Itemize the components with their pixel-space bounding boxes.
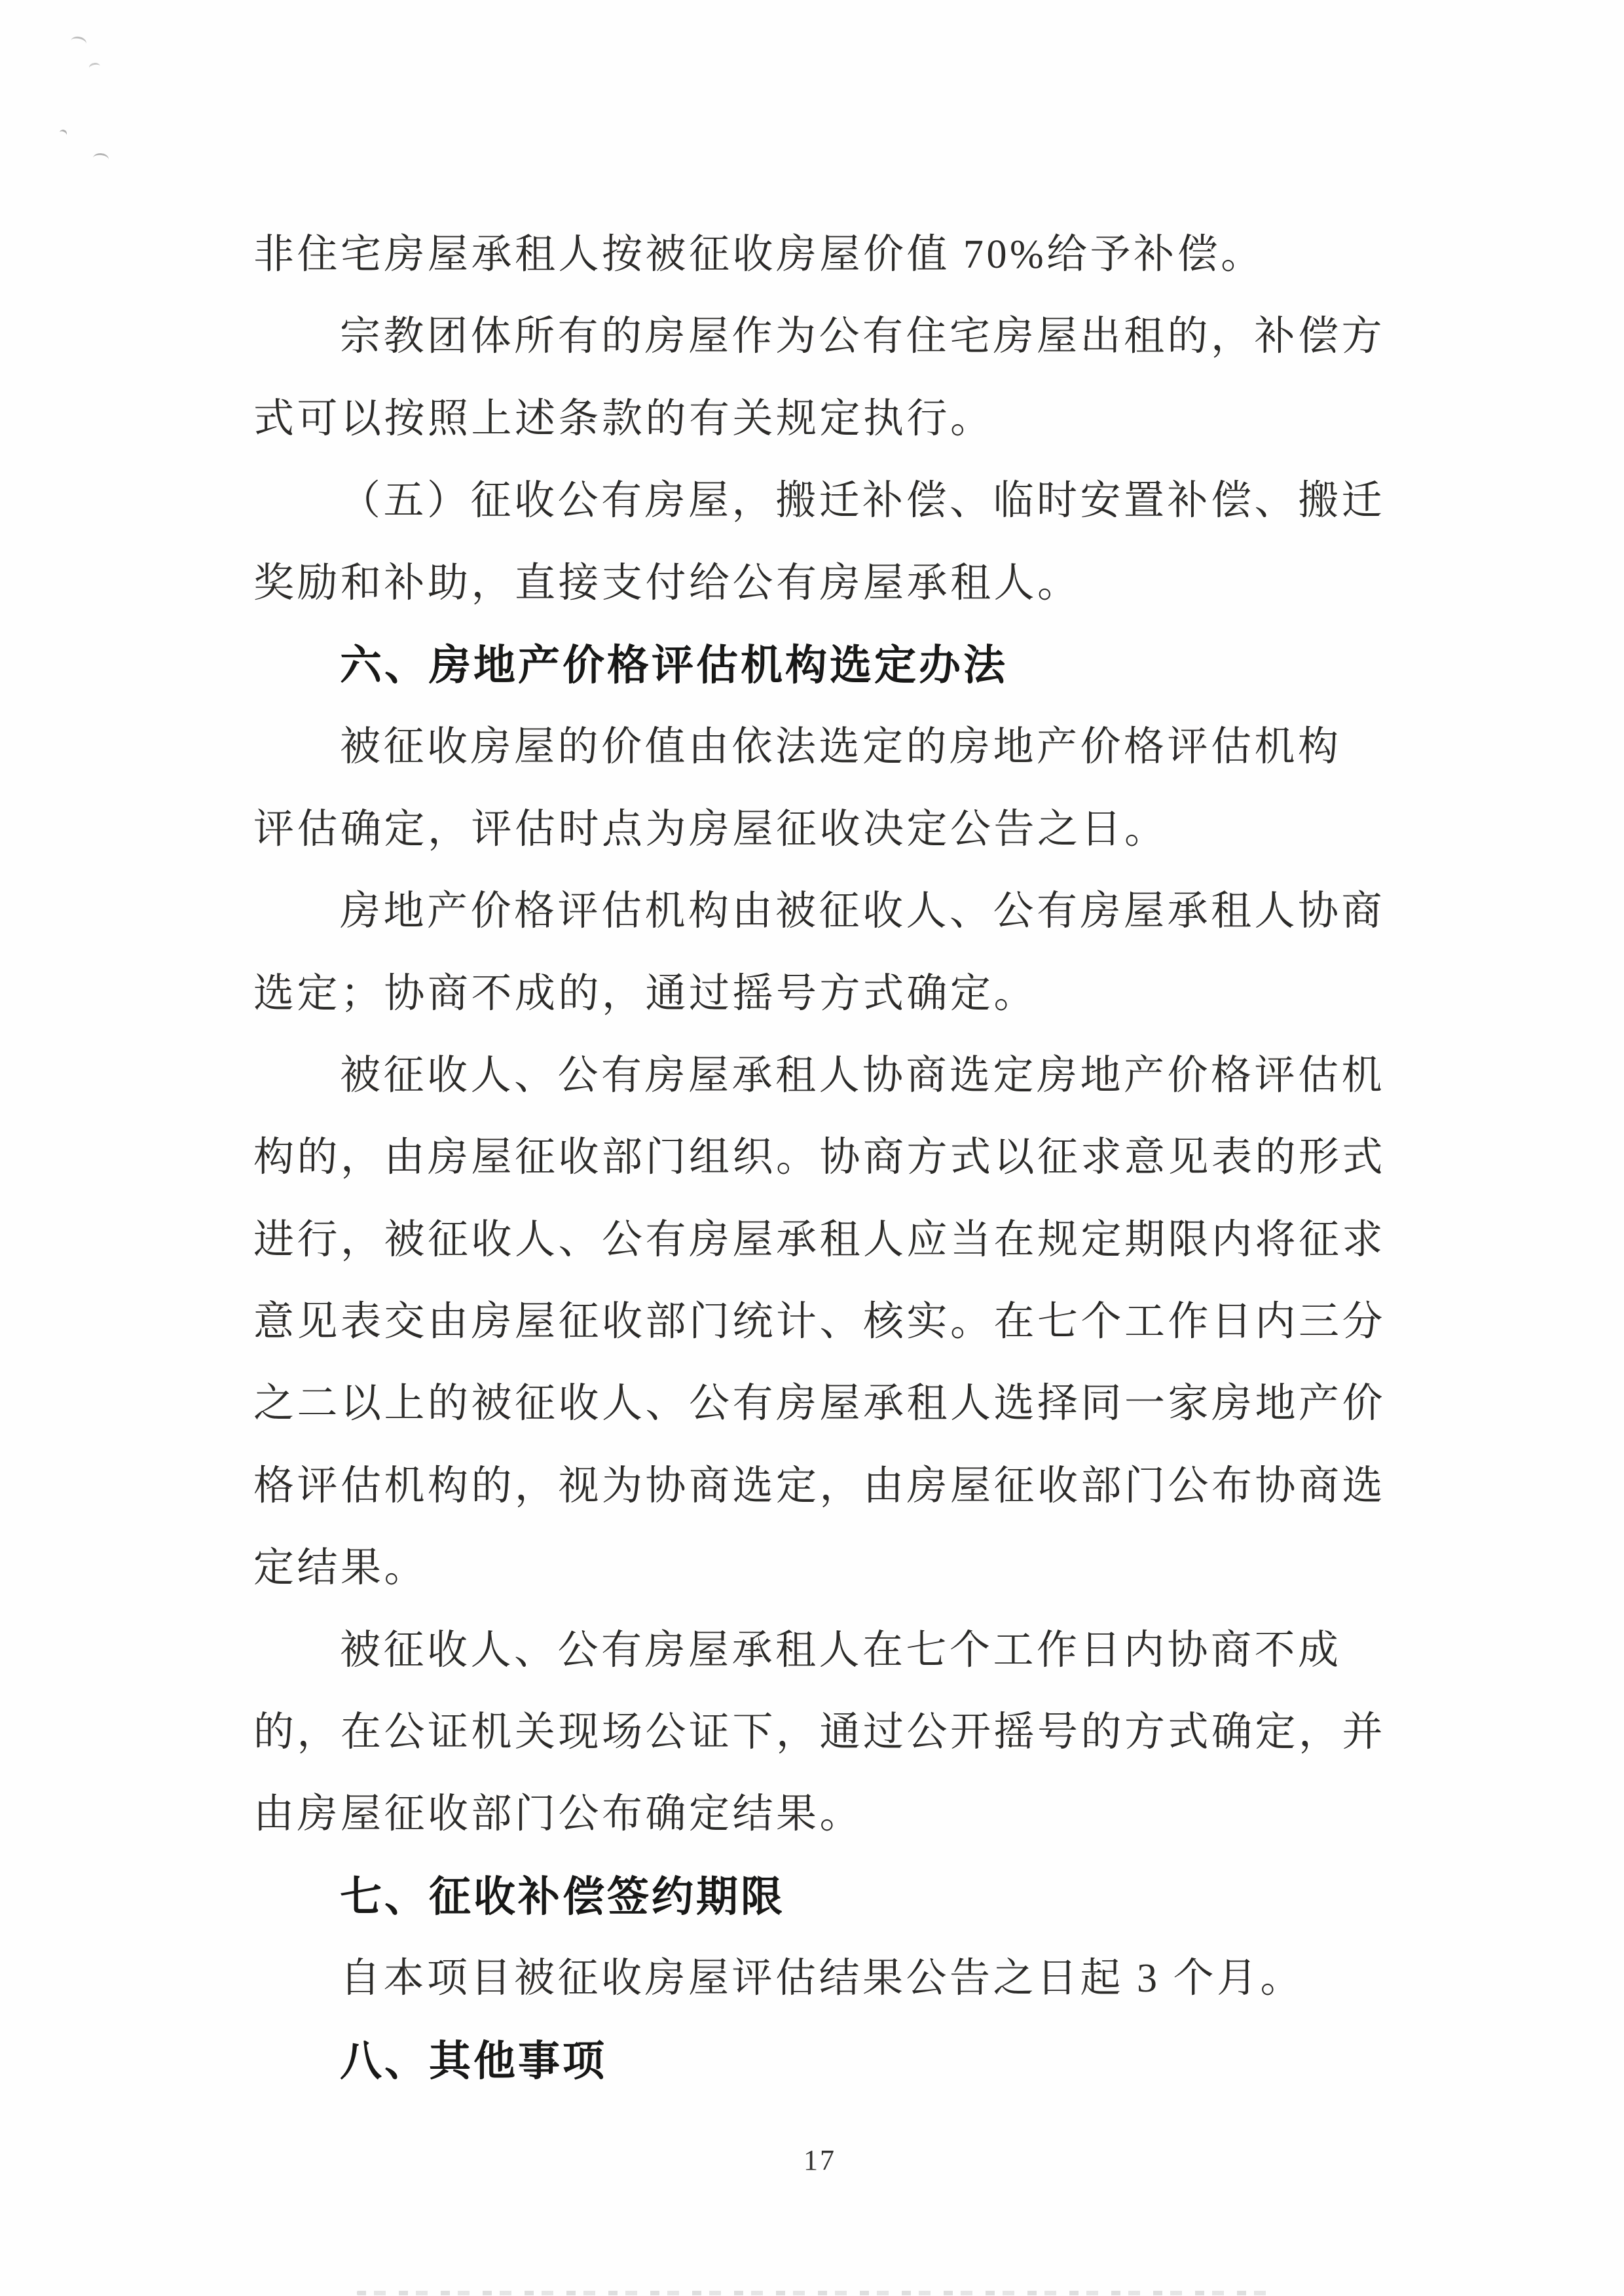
text-line: （五）征收公有房屋，搬迁补偿、临时安置补偿、搬迁 [340, 479, 1386, 524]
text-line: 奖励和补助，直接支付给公有房屋承租人。 [253, 560, 1081, 606]
text-line: 进行，被征收人、公有房屋承租人应当在规定期限内将征求 [253, 1217, 1386, 1262]
document-body [253, 214, 1406, 2102]
text-line: 自本项目被征收房屋评估结果公告之日起 3 个月。 [340, 1956, 1304, 2001]
section-heading-7: 七、征收补偿签约期限 [340, 1872, 785, 1920]
text-line: 意见表交由房屋征收部门统计、核实。在七个工作日内三分 [253, 1300, 1386, 1345]
text-line: 被征收人、公有房屋承租人在七个工作日内协商不成 [340, 1628, 1342, 1673]
text-line: 格评估机构的，视为协商选定，由房屋征收部门公布协商选 [253, 1463, 1386, 1508]
text-line: 之二以上的被征收人、公有房屋承租人选择同一家房地产价 [253, 1381, 1386, 1427]
scan-speck [92, 153, 109, 165]
section-heading-6: 六、房地产价格评估机构选定办法 [340, 641, 1008, 689]
scan-speck [58, 128, 68, 139]
text-line: 由房屋征收部门公布确定结果。 [253, 1792, 864, 1837]
scan-speck [88, 62, 101, 73]
text-line: 选定；协商不成的，通过摇号方式确定。 [253, 971, 1038, 1016]
section-heading-8: 八、其他事项 [340, 2037, 607, 2085]
text-line: 被征收房屋的价值由依法选定的房地产价格评估机构 [340, 725, 1342, 770]
text-line: 非住宅房屋承租人按被征收房屋价值 70%给予补偿。 [253, 232, 1264, 277]
text-line: 房地产价格评估机构由被征收人、公有房屋承租人协商 [340, 889, 1386, 934]
text-line: 定结果。 [253, 1546, 428, 1591]
text-line: 的，在公证机关现场公证下，通过公开摇号的方式确定，并 [253, 1710, 1386, 1755]
bleed-through-text [357, 2291, 1274, 2295]
text-line: 被征收人、公有房屋承租人协商选定房地产价格评估机 [340, 1053, 1386, 1098]
text-line: 评估确定，评估时点为房屋征收决定公告之日。 [253, 807, 1168, 852]
page-number: 17 [803, 2144, 836, 2176]
text-line: 式可以按照上述条款的有关规定执行。 [253, 396, 994, 441]
scan-speck [69, 35, 87, 50]
text-line: 宗教团体所有的房屋作为公有住宅房屋出租的，补偿方 [340, 314, 1386, 359]
text-line: 构的，由房屋征收部门组织。协商方式以征求意见表的形式 [253, 1135, 1386, 1180]
